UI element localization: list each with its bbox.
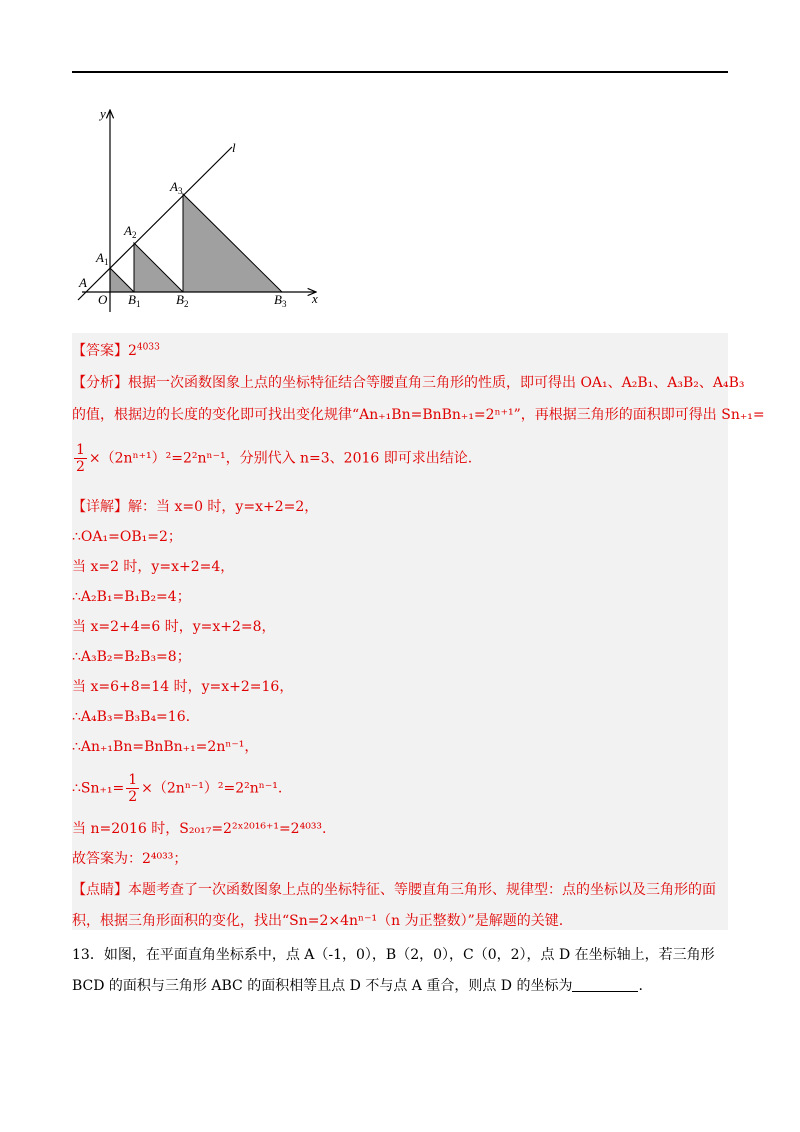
analysis-line-2 <box>72 405 765 425</box>
header-rule <box>72 71 728 73</box>
point-b2-label: $B_2$ <box>176 292 189 309</box>
question-13-line-2 <box>72 976 728 996</box>
analysis-text-1: 根据一次函数图象上点的坐标特征结合等腰直角三角形的性质，即可得出 OA₁、A₂B₁、A₃B₂、A₄B₃ <box>128 375 745 391</box>
y-axis-label: y <box>100 106 106 121</box>
detail-line-5 <box>72 647 728 667</box>
triangle-2 <box>134 243 183 292</box>
question-period: . <box>638 978 643 994</box>
answer-line <box>72 341 728 361</box>
comment-text-2: 积，根据三角形面积的变化，找出“Sn=2×4nⁿ⁻¹（n 为正整数）”是解题的关键. <box>72 913 564 929</box>
detail-text: 当 n=2016 时，S₂₀₁₇=2²ˣ²⁰¹⁶⁺¹=2⁴⁰³³. <box>72 821 327 837</box>
analysis-text-3: ×（2nⁿ⁺¹）²=2²nⁿ⁻¹，分别代入 n=3、2016 即可求出结论. <box>88 450 473 467</box>
comment-tag: 【点睛】 <box>72 882 128 898</box>
coordinate-figure <box>72 100 332 315</box>
answer-tag: 【答案】 <box>72 343 128 359</box>
question-13-line-1 <box>72 945 728 965</box>
detail-line-6 <box>72 677 728 697</box>
x-axis-label: x <box>312 291 318 306</box>
detail-tag: 【详解】 <box>72 499 128 515</box>
analysis-fraction: $\frac{1}{2}$ <box>76 442 85 475</box>
detail-line-7 <box>72 707 728 727</box>
detail-text: 故答案为：2⁴⁰³³； <box>72 851 188 867</box>
point-a3-label: $A_3$ <box>170 179 183 196</box>
detail-line-3 <box>72 587 728 607</box>
comment-text-1: 本题考查了一次函数图象上点的坐标特征、等腰直角三角形、规律型：点的坐标以及三角形的面 <box>128 882 716 898</box>
answer-blank[interactable] <box>572 977 638 992</box>
point-a1-label: $A_1$ <box>96 250 109 267</box>
detail-line-1 <box>72 527 728 547</box>
detail-text: ∴A₂B₁=B₁B₂=4； <box>72 589 191 605</box>
detail-fraction: $\frac{1}{2}$ <box>128 772 138 805</box>
origin-label: O <box>98 292 108 307</box>
point-a-label: A <box>79 275 87 290</box>
answer-exponent: 4033 <box>136 342 160 353</box>
point-b3-label: $B_3$ <box>274 292 287 309</box>
detail-text: 当 x=6+8=14 时，y=x+2=16， <box>72 679 294 695</box>
detail-sn-suffix: ×（2nⁿ⁻¹）²=2²nⁿ⁻¹. <box>141 780 283 797</box>
analysis-line-1 <box>72 373 745 393</box>
detail-text: 解：当 x=0 时，y=x+2=2， <box>128 499 319 515</box>
detail-final-line <box>72 849 728 869</box>
detail-n-line <box>72 819 728 839</box>
triangle-1 <box>110 268 134 292</box>
comment-line-1 <box>72 880 728 900</box>
detail-line-8 <box>72 737 728 757</box>
answer-value: 2 <box>128 343 137 359</box>
detail-text: ∴An₊₁Bn=BnBn₊₁=2nⁿ⁻¹， <box>72 739 259 755</box>
point-b1-label: $B_1$ <box>128 292 141 309</box>
question-text-1: 13．如图，在平面直角坐标系中，点 A（-1，0），B（2，0），C（0，2），点 D 在坐标轴上，若三角形 <box>72 947 715 963</box>
detail-text: ∴A₃B₂=B₂B₃=8； <box>72 649 191 665</box>
analysis-tag: 【分析】 <box>72 375 128 391</box>
detail-line-0 <box>72 497 728 517</box>
detail-line-4 <box>72 617 728 637</box>
line-l-label: l <box>232 140 236 155</box>
detail-text: 当 x=2+4=6 时，y=x+2=8， <box>72 619 276 635</box>
triangle-3 <box>183 194 282 292</box>
detail-text: 当 x=2 时，y=x+2=4， <box>72 559 235 575</box>
detail-text: ∴A₄B₃=B₃B₄=16. <box>72 709 191 725</box>
detail-line-2 <box>72 557 728 577</box>
analysis-line-3 <box>72 442 728 475</box>
detail-text: ∴OA₁=OB₁=2； <box>72 529 182 545</box>
analysis-text-2: 的值，根据边的长度的变化即可找出变化规律“An₊₁Bn=BnBn₊₁=2ⁿ⁺¹”，再根据三角形的面积即可得出 Sn₊₁= <box>72 407 765 423</box>
point-a2-label: $A_2$ <box>124 223 137 240</box>
detail-sn-line <box>72 772 728 805</box>
detail-sn-prefix: ∴Sn₊₁= <box>72 780 125 797</box>
question-text-2: BCD 的面积与三角形 ABC 的面积相等且点 D 不与点 A 重合，则点 D 的坐标为 <box>72 978 573 994</box>
comment-line-2 <box>72 911 728 931</box>
